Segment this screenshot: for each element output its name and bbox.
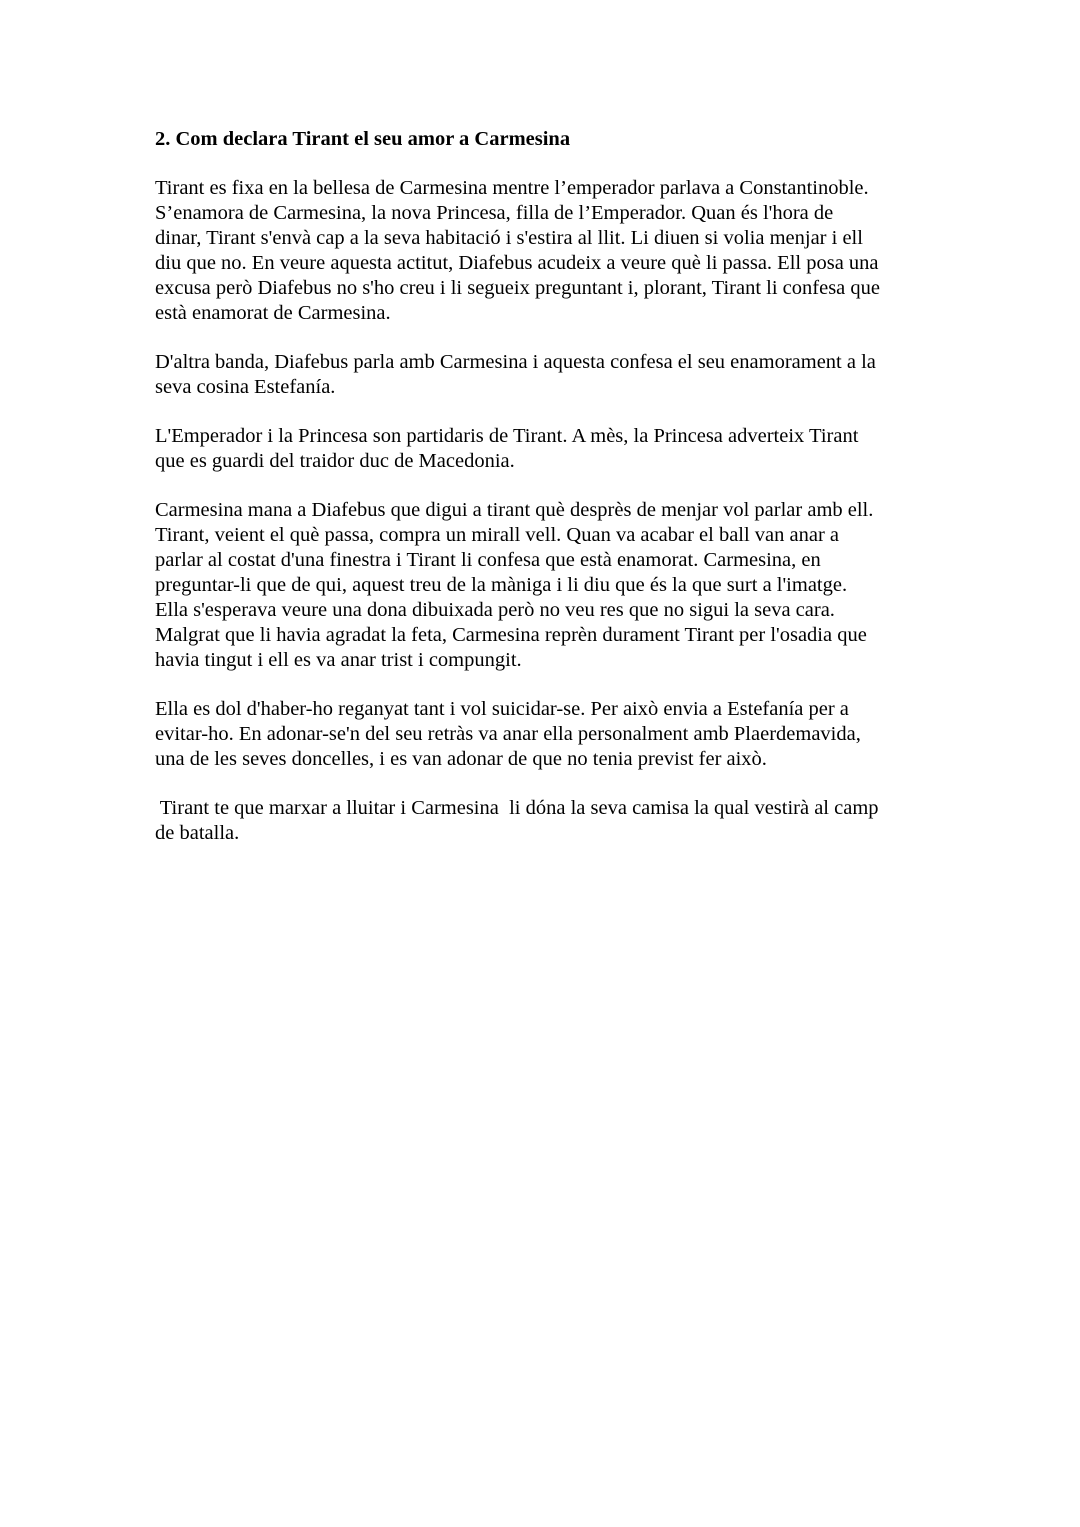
text-line: de batalla.: [155, 822, 240, 844]
text-line: Tirant es fixa en la bellesa de Carmesina mentre l’emperador parlava a Constantinoble.: [155, 177, 869, 199]
text-line: diu que no. En veure aquesta actitut, Diafebus acudeix a veure què li passa. Ell posa una: [155, 252, 879, 274]
paragraph: [155, 796, 945, 846]
paragraph: [155, 424, 945, 474]
text-line: preguntar-li que de qui, aquest treu de la màniga i li diu que és la que surt a l'imatge.: [155, 574, 848, 596]
text-line: Tirant te que marxar a lluitar i Carmesina li dóna la seva camisa la qual vestirà al camp: [155, 797, 879, 819]
paragraph: [155, 176, 945, 326]
text-line: L'Emperador i la Princesa son partidaris de Tirant. A mès, la Princesa adverteix Tirant: [155, 425, 859, 447]
text-line: Carmesina mana a Diafebus que digui a tirant què desprès de menjar vol parlar amb ell.: [155, 499, 874, 521]
text-line: havia tingut i ell es va anar trist i compungit.: [155, 649, 522, 671]
text-line: Tirant, veient el què passa, compra un mirall vell. Quan va acabar el ball van anar a: [155, 524, 840, 546]
paragraph: [155, 350, 945, 400]
text-line: D'altra banda, Diafebus parla amb Carmesina i aquesta confesa el seu enamorament a la: [155, 351, 876, 373]
text-line: Ella es dol d'haber-ho reganyat tant i vol suicidar-se. Per això envia a Estefanía per a: [155, 698, 849, 720]
document-body: [155, 127, 945, 870]
text-line: una de les seves doncelles, i es van adonar de que no tenia previst fer això.: [155, 748, 767, 770]
section-heading: 2. Com declara Tirant el seu amor a Carmesina: [155, 128, 571, 150]
paragraph: [155, 697, 945, 772]
text-line: seva cosina Estefanía.: [155, 376, 336, 398]
text-line: Ella s'esperava veure una dona dibuixada però no veu res que no sigui la seva cara.: [155, 599, 835, 621]
text-line: S’enamora de Carmesina, la nova Princesa, filla de l’Emperador. Quan és l'hora de: [155, 202, 834, 224]
text-line: dinar, Tirant s'envà cap a la seva habitació i s'estira al llit. Li diuen si volia menjar i ell: [155, 227, 863, 249]
text-line: Malgrat que li havia agradat la feta, Carmesina reprèn durament Tirant per l'osadia que: [155, 624, 867, 646]
text-line: evitar-ho. En adonar-se'n del seu retràs va anar ella personalment amb Plaerdemavida,: [155, 723, 861, 745]
text-line: parlar al costat d'una finestra i Tirant li confesa que està enamorat. Carmesina, en: [155, 549, 821, 571]
text-line: excusa però Diafebus no s'ho creu i li segueix preguntant i, plorant, Tirant li confesa que: [155, 277, 880, 299]
paragraph: [155, 498, 945, 673]
text-line: que es guardi del traidor duc de Macedonia.: [155, 450, 515, 472]
text-line: està enamorat de Carmesina.: [155, 302, 391, 324]
